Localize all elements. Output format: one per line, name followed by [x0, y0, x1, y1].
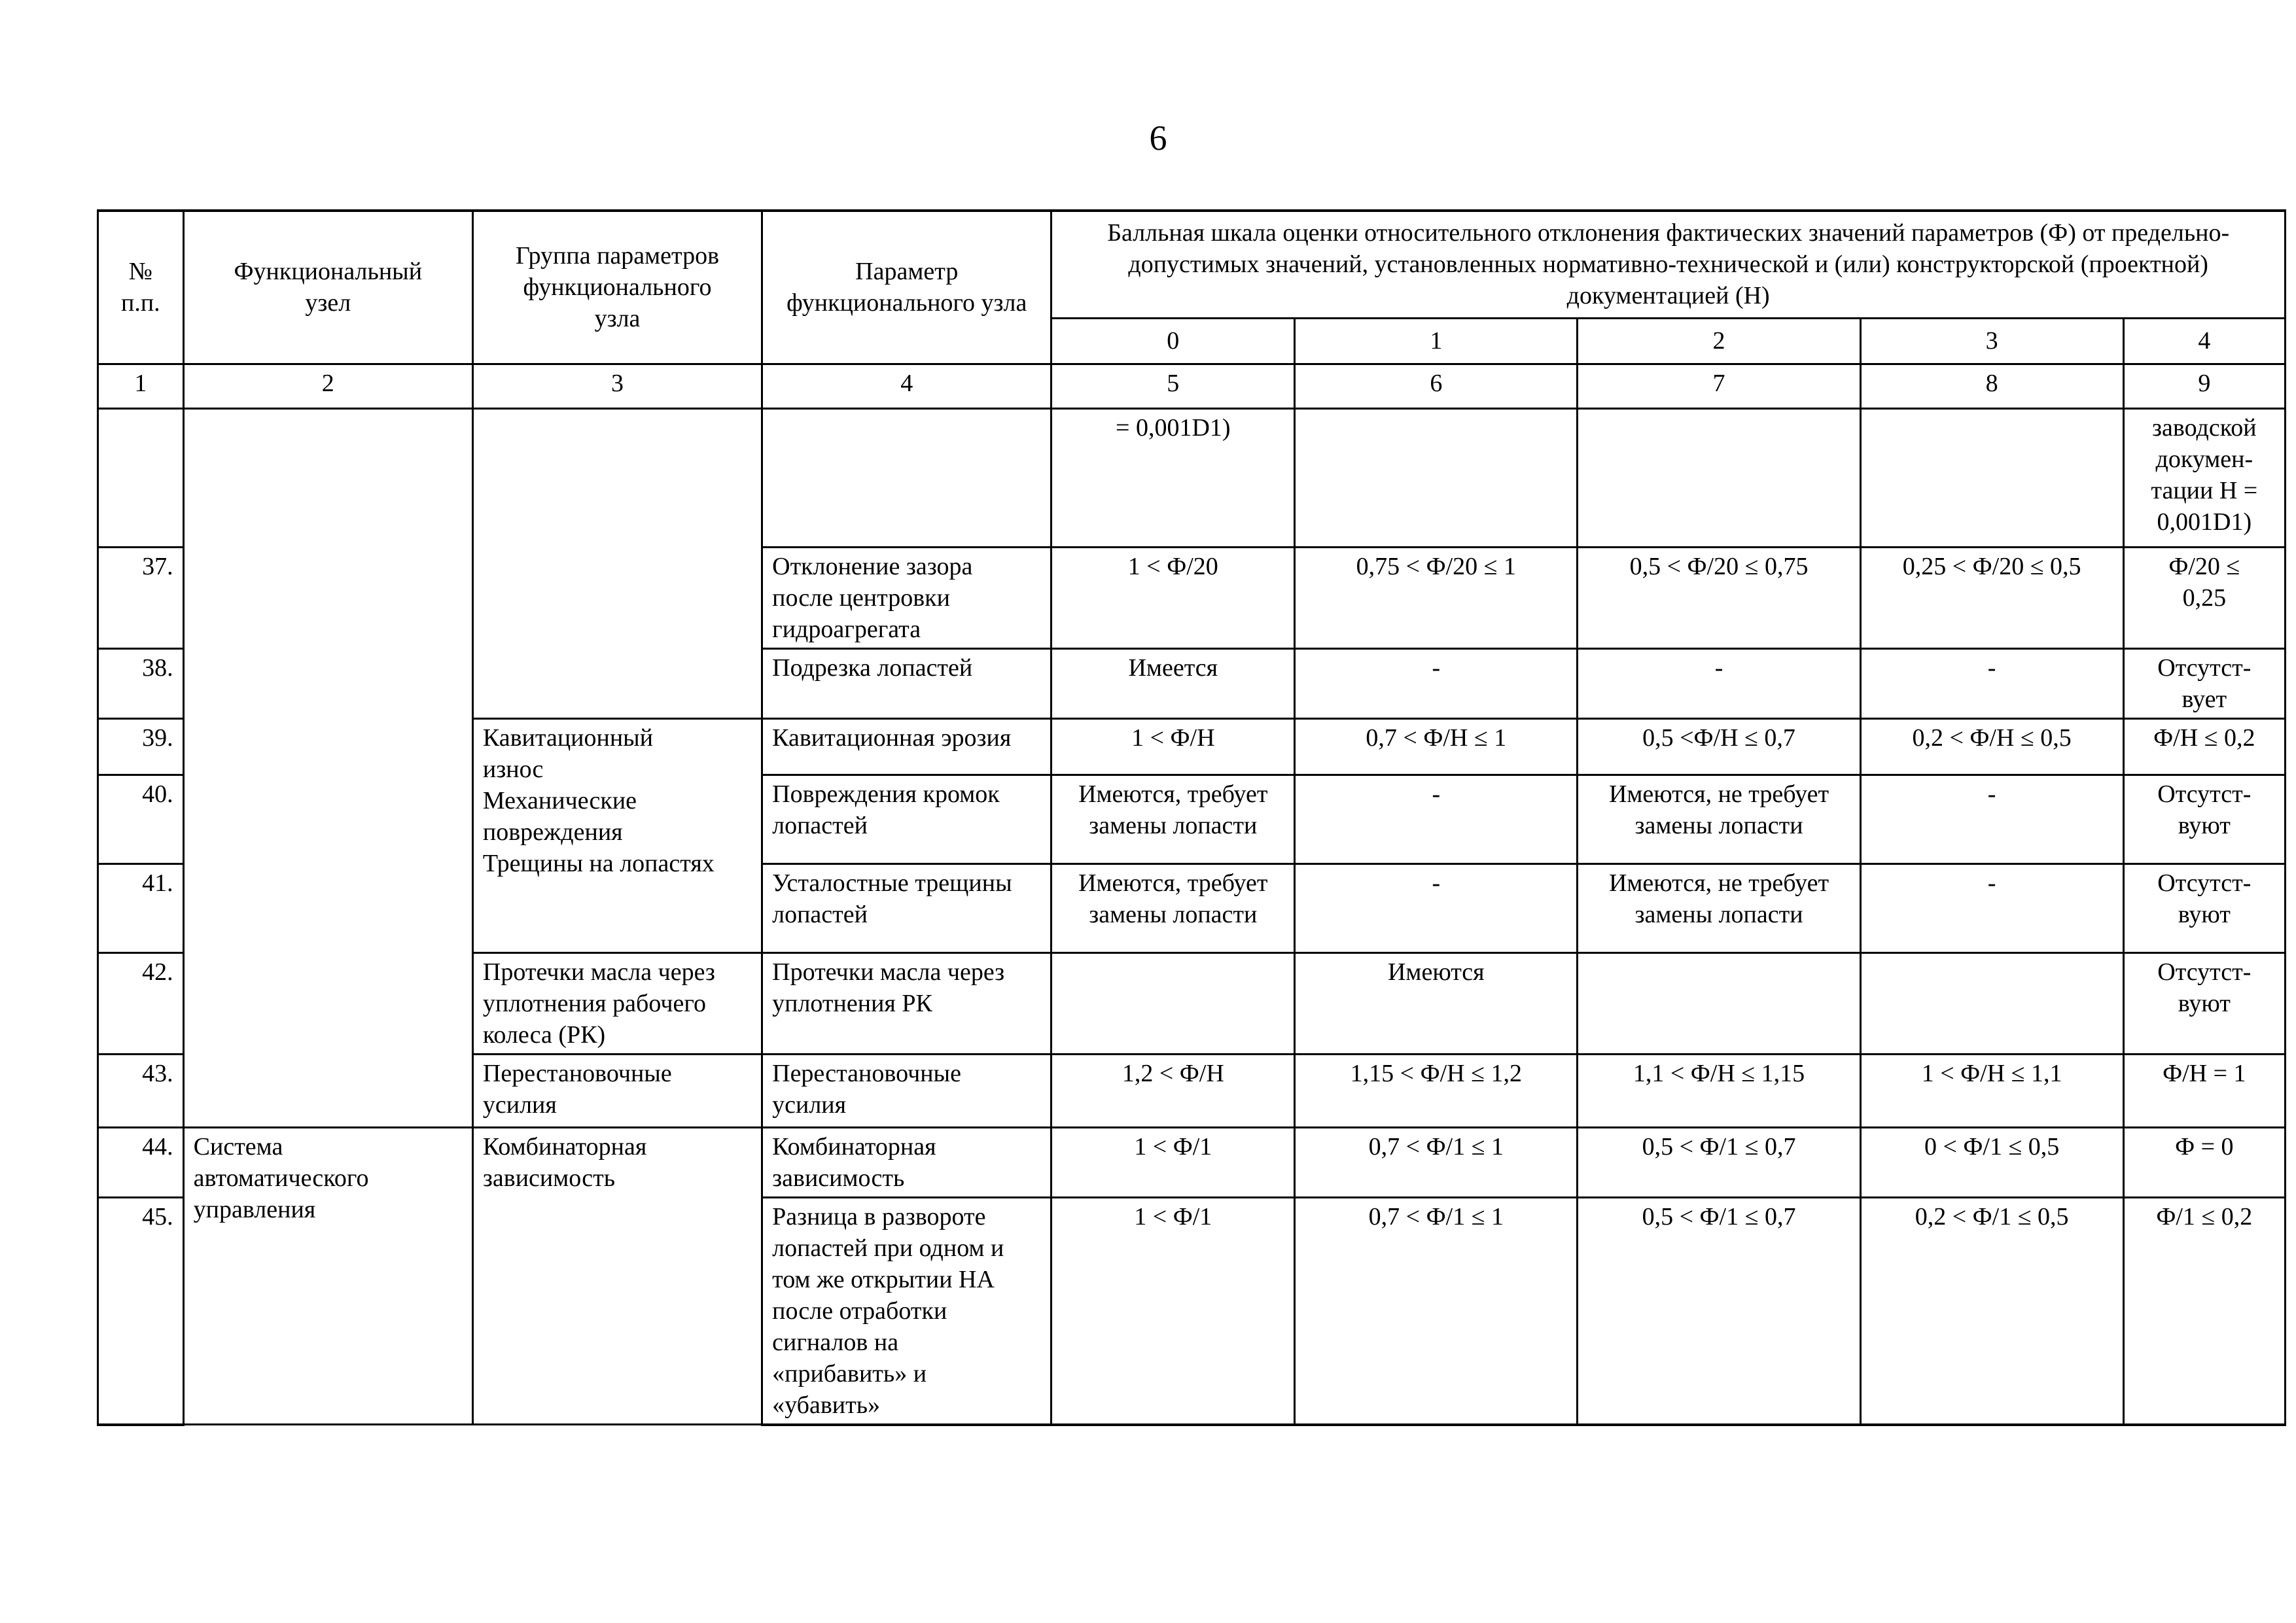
- cell-group: Перестановочные усилия: [472, 1054, 762, 1127]
- cell-score-4: Ф = 0: [2123, 1127, 2285, 1197]
- cell-num: 43.: [98, 1054, 184, 1127]
- cell-score-0: = 0,001D1): [1051, 408, 1295, 547]
- cell-unit: Система автоматического управления: [183, 1127, 472, 1425]
- cell-score-4: Отсутст- вует: [2123, 648, 2285, 718]
- col-number: 6: [1295, 364, 1578, 408]
- cell-score-2: 0,5 < Ф/1 ≤ 0,7: [1578, 1197, 1860, 1425]
- cell-score-0: 1 < Ф/1: [1051, 1197, 1295, 1425]
- col-number: 7: [1578, 364, 1860, 408]
- cell-score-4: Ф/Н = 1: [2123, 1054, 2285, 1127]
- page-number: 6: [1149, 118, 1167, 158]
- cell-num: 41.: [98, 864, 184, 952]
- cell-score-4: Ф/1 ≤ 0,2: [2123, 1197, 2285, 1425]
- cell-param: Подрезка лопастей: [762, 648, 1051, 718]
- cell-param: Комбинаторная зависимость: [762, 1127, 1051, 1197]
- cell-score-3: 0,2 < Ф/Н ≤ 0,5: [1860, 718, 2123, 775]
- cell-score-1: 0,7 < Ф/Н ≤ 1: [1295, 718, 1578, 775]
- col-number: 3: [472, 364, 762, 408]
- parameter-table: [97, 209, 2286, 1426]
- header-unit: Функциональный узел: [183, 211, 472, 364]
- cell-score-1: -: [1295, 775, 1578, 864]
- cell-score-4: Отсутст- вуют: [2123, 864, 2285, 952]
- cell-score-0: 1 < Ф/20: [1051, 547, 1295, 648]
- cell-num: 44.: [98, 1127, 184, 1197]
- cell-score-2: Имеются, не требует замены лопасти: [1578, 864, 1860, 952]
- cell-num: 37.: [98, 547, 184, 648]
- score-4: 4: [2123, 318, 2285, 364]
- score-2: 2: [1578, 318, 1860, 364]
- cell-score-3: [1860, 952, 2123, 1054]
- table-row: [98, 408, 2286, 547]
- cell-unit: [183, 408, 472, 1127]
- cell-score-4: Отсутст- вуют: [2123, 775, 2285, 864]
- cell-param: Усталостные трещины лопастей: [762, 864, 1051, 952]
- cell-score-2: 0,5 < Ф/1 ≤ 0,7: [1578, 1127, 1860, 1197]
- col-number: 8: [1860, 364, 2123, 408]
- cell-score-4: заводской докумен- тации Н = 0,001D1): [2123, 408, 2285, 547]
- cell-score-1: 0,7 < Ф/1 ≤ 1: [1295, 1127, 1578, 1197]
- cell-score-2: -: [1578, 648, 1860, 718]
- header-group: Группа параметров функционального узла: [472, 211, 762, 364]
- cell-score-2: [1578, 952, 1860, 1054]
- cell-score-3: 0,2 < Ф/1 ≤ 0,5: [1860, 1197, 2123, 1425]
- table-row: [98, 1127, 2286, 1197]
- col-number: 4: [762, 364, 1051, 408]
- cell-score-1: -: [1295, 648, 1578, 718]
- cell-score-4: Ф/Н ≤ 0,2: [2123, 718, 2285, 775]
- cell-param: Перестановочные усилия: [762, 1054, 1051, 1127]
- header-param: Параметр функционального узла: [762, 211, 1051, 364]
- cell-param: Кавитационная эрозия: [762, 718, 1051, 775]
- cell-score-1: [1295, 408, 1578, 547]
- score-1: 1: [1295, 318, 1578, 364]
- cell-num: 38.: [98, 648, 184, 718]
- cell-param: [762, 408, 1051, 547]
- cell-num: 39.: [98, 718, 184, 775]
- cell-score-1: 0,7 < Ф/1 ≤ 1: [1295, 1197, 1578, 1425]
- cell-score-2: [1578, 408, 1860, 547]
- cell-score-3: -: [1860, 864, 2123, 952]
- cell-score-0: Имеются, требует замены лопасти: [1051, 775, 1295, 864]
- cell-param: Повреждения кромок лопастей: [762, 775, 1051, 864]
- cell-param: Разница в развороте лопастей при одном и том же открытии НА после отработки сигналов на «прибавить» и «убавить»: [762, 1197, 1051, 1425]
- cell-score-3: 0 < Ф/1 ≤ 0,5: [1860, 1127, 2123, 1197]
- cell-group: [472, 408, 762, 718]
- cell-score-0: 1,2 < Ф/Н: [1051, 1054, 1295, 1127]
- cell-score-3: -: [1860, 775, 2123, 864]
- cell-score-1: -: [1295, 864, 1578, 952]
- cell-param: Протечки масла через уплотнения РК: [762, 952, 1051, 1054]
- score-3: 3: [1860, 318, 2123, 364]
- cell-score-2: 0,5 < Ф/20 ≤ 0,75: [1578, 547, 1860, 648]
- cell-score-1: 0,75 < Ф/20 ≤ 1: [1295, 547, 1578, 648]
- cell-score-1: Имеются: [1295, 952, 1578, 1054]
- col-number: 5: [1051, 364, 1295, 408]
- cell-score-0: Имеется: [1051, 648, 1295, 718]
- cell-num: 45.: [98, 1197, 184, 1425]
- cell-score-4: Отсутст- вуют: [2123, 952, 2285, 1054]
- cell-score-0: 1 < Ф/1: [1051, 1127, 1295, 1197]
- score-0: 0: [1051, 318, 1295, 364]
- col-number: 1: [98, 364, 184, 408]
- col-number: 9: [2123, 364, 2285, 408]
- header-scale: Балльная шкала оценки относительного отклонения фактических значений параметров (Ф) от предельно-допустимых значений, установленных нормативно-технической и (или) конструкторской (проектной) документацией (Н): [1051, 211, 2286, 318]
- cell-score-2: Имеются, не требует замены лопасти: [1578, 775, 1860, 864]
- cell-score-0: [1051, 952, 1295, 1054]
- cell-score-3: -: [1860, 648, 2123, 718]
- cell-group: Протечки масла через уплотнения рабочего колеса (РК): [472, 952, 762, 1054]
- cell-group: Кавитационный износ Механические повреждения Трещины на лопастях: [472, 718, 762, 952]
- cell-score-3: [1860, 408, 2123, 547]
- cell-num: [98, 408, 184, 547]
- cell-score-3: 1 < Ф/Н ≤ 1,1: [1860, 1054, 2123, 1127]
- cell-param: Отклонение зазора после центровки гидроагрегата: [762, 547, 1051, 648]
- cell-score-3: 0,25 < Ф/20 ≤ 0,5: [1860, 547, 2123, 648]
- cell-num: 40.: [98, 775, 184, 864]
- cell-score-4: Ф/20 ≤ 0,25: [2123, 547, 2285, 648]
- cell-score-0: 1 < Ф/Н: [1051, 718, 1295, 775]
- col-number: 2: [183, 364, 472, 408]
- cell-score-2: 1,1 < Ф/Н ≤ 1,15: [1578, 1054, 1860, 1127]
- cell-score-0: Имеются, требует замены лопасти: [1051, 864, 1295, 952]
- cell-num: 42.: [98, 952, 184, 1054]
- cell-group: Комбинаторная зависимость: [472, 1127, 762, 1425]
- cell-score-2: 0,5 <Ф/Н ≤ 0,7: [1578, 718, 1860, 775]
- header-num: № п.п.: [98, 211, 184, 364]
- cell-score-1: 1,15 < Ф/Н ≤ 1,2: [1295, 1054, 1578, 1127]
